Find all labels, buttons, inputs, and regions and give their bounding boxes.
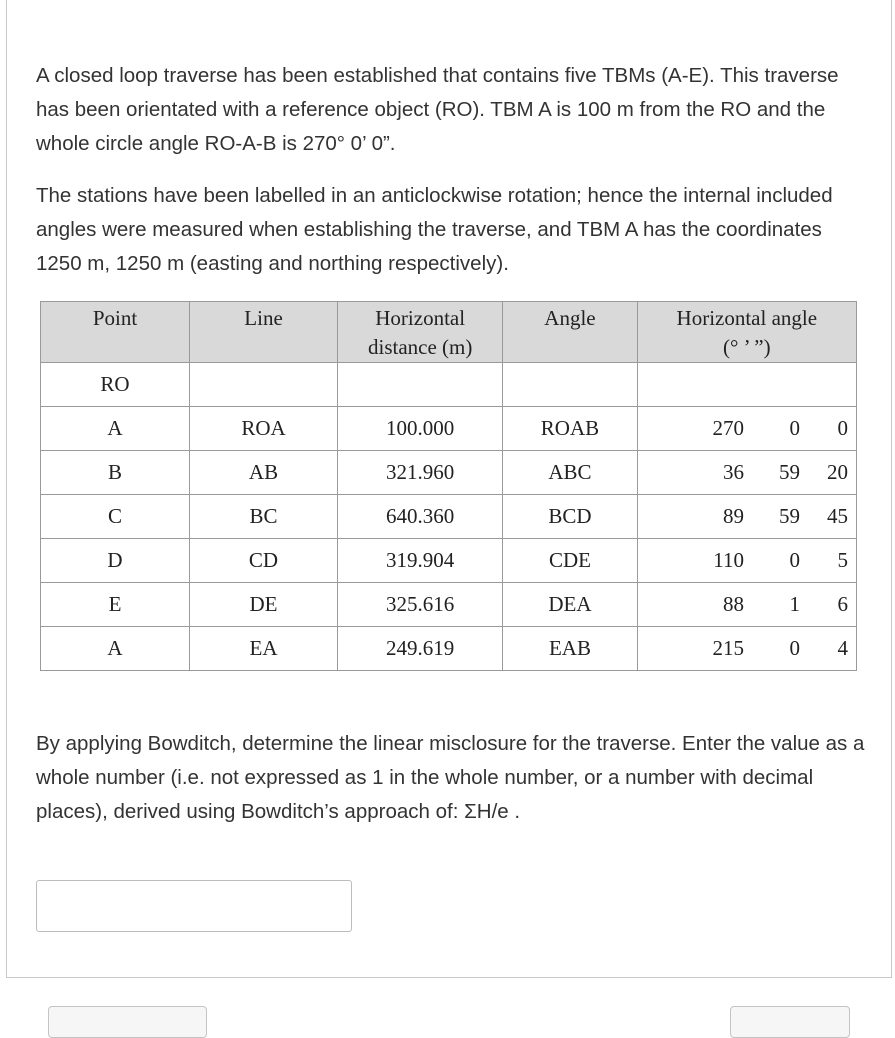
cell-distance: 319.904 (338, 539, 503, 583)
cell-degrees: 215 (712, 636, 744, 660)
cell-seconds: 0 (837, 416, 848, 440)
cell-horizontal-angle (637, 539, 856, 583)
cell-point: E (41, 583, 190, 627)
table-row (41, 583, 857, 627)
cell-angle: ROAB (503, 407, 637, 451)
cell-degrees: 270 (712, 416, 744, 440)
cell-angle: CDE (503, 539, 637, 583)
question-paragraph-3: By applying Bowditch, determine the linear misclosure for the traverse. Enter the value as a whole number (i.e. not expressed as 1 in the whole number, or a number with decimal places), derived using Bowditch’s approach of: ΣH/e . (36, 732, 865, 823)
cell-angle: ABC (503, 451, 637, 495)
cell-line: CD (190, 539, 338, 583)
cell-distance: 325.616 (338, 583, 503, 627)
cell-minutes: 59 (779, 460, 800, 484)
table-header-row (41, 302, 857, 363)
header-angle: Angle (503, 302, 637, 363)
cell-minutes: 59 (779, 504, 800, 528)
cell-horizontal-angle (637, 627, 856, 671)
cell-point: D (41, 539, 190, 583)
cell-horizontal-angle (637, 363, 856, 407)
cell-distance (338, 363, 503, 407)
cell-point: A (41, 627, 190, 671)
cell-degrees: 88 (723, 592, 744, 616)
table-row (41, 539, 857, 583)
cell-line (190, 363, 338, 407)
cell-line: ROA (190, 407, 338, 451)
cell-degrees: 36 (723, 460, 744, 484)
cell-angle: EAB (503, 627, 637, 671)
table-row (41, 451, 857, 495)
cell-distance: 640.360 (338, 495, 503, 539)
cell-horizontal-angle (637, 583, 856, 627)
cell-line: AB (190, 451, 338, 495)
cell-point: C (41, 495, 190, 539)
cell-minutes: 0 (789, 416, 800, 440)
cell-point: B (41, 451, 190, 495)
table-row (41, 407, 857, 451)
header-line: Line (190, 302, 338, 363)
cell-seconds: 20 (827, 460, 848, 484)
table-row (41, 363, 857, 407)
cell-seconds: 5 (837, 548, 848, 572)
header-point: Point (41, 302, 190, 363)
cell-angle: BCD (503, 495, 637, 539)
table-row (41, 627, 857, 671)
answer-input[interactable] (36, 880, 352, 932)
cell-distance: 100.000 (338, 407, 503, 451)
cell-minutes: 1 (789, 592, 800, 616)
traverse-table (40, 301, 857, 671)
cell-horizontal-angle (637, 495, 856, 539)
cell-seconds: 4 (837, 636, 848, 660)
cell-horizontal-angle (637, 451, 856, 495)
cell-line: DE (190, 583, 338, 627)
cell-seconds: 45 (827, 504, 848, 528)
cell-angle: DEA (503, 583, 637, 627)
question-paragraph-1: A closed loop traverse has been established that contains five TBMs (A-E). This traverse has been orientated with a reference object (RO). TBM A is 100 m from the RO and the whole circle angle RO-A-B is 270° 0’ 0”. (36, 64, 839, 155)
next-button[interactable] (730, 1006, 850, 1038)
cell-minutes: 0 (789, 636, 800, 660)
table-row (41, 495, 857, 539)
previous-button[interactable] (48, 1006, 207, 1038)
cell-point: RO (41, 363, 190, 407)
cell-minutes: 0 (789, 548, 800, 572)
cell-line: EA (190, 627, 338, 671)
header-horizontal-angle: Horizontal angle (° ’ ”) (637, 302, 856, 363)
cell-point: A (41, 407, 190, 451)
header-horizontal-distance: Horizontal distance (m) (338, 302, 503, 363)
cell-horizontal-angle (637, 407, 856, 451)
cell-distance: 321.960 (338, 451, 503, 495)
cell-distance: 249.619 (338, 627, 503, 671)
question-paragraph-2: The stations have been labelled in an anticlockwise rotation; hence the internal included angles were measured when establishing the traverse, and TBM A has the coordinates 1250 m, 1250 m (easting and northing respectively). (36, 184, 833, 275)
cell-angle (503, 363, 637, 407)
cell-degrees: 110 (713, 548, 744, 572)
cell-line: BC (190, 495, 338, 539)
cell-degrees: 89 (723, 504, 744, 528)
cell-seconds: 6 (837, 592, 848, 616)
